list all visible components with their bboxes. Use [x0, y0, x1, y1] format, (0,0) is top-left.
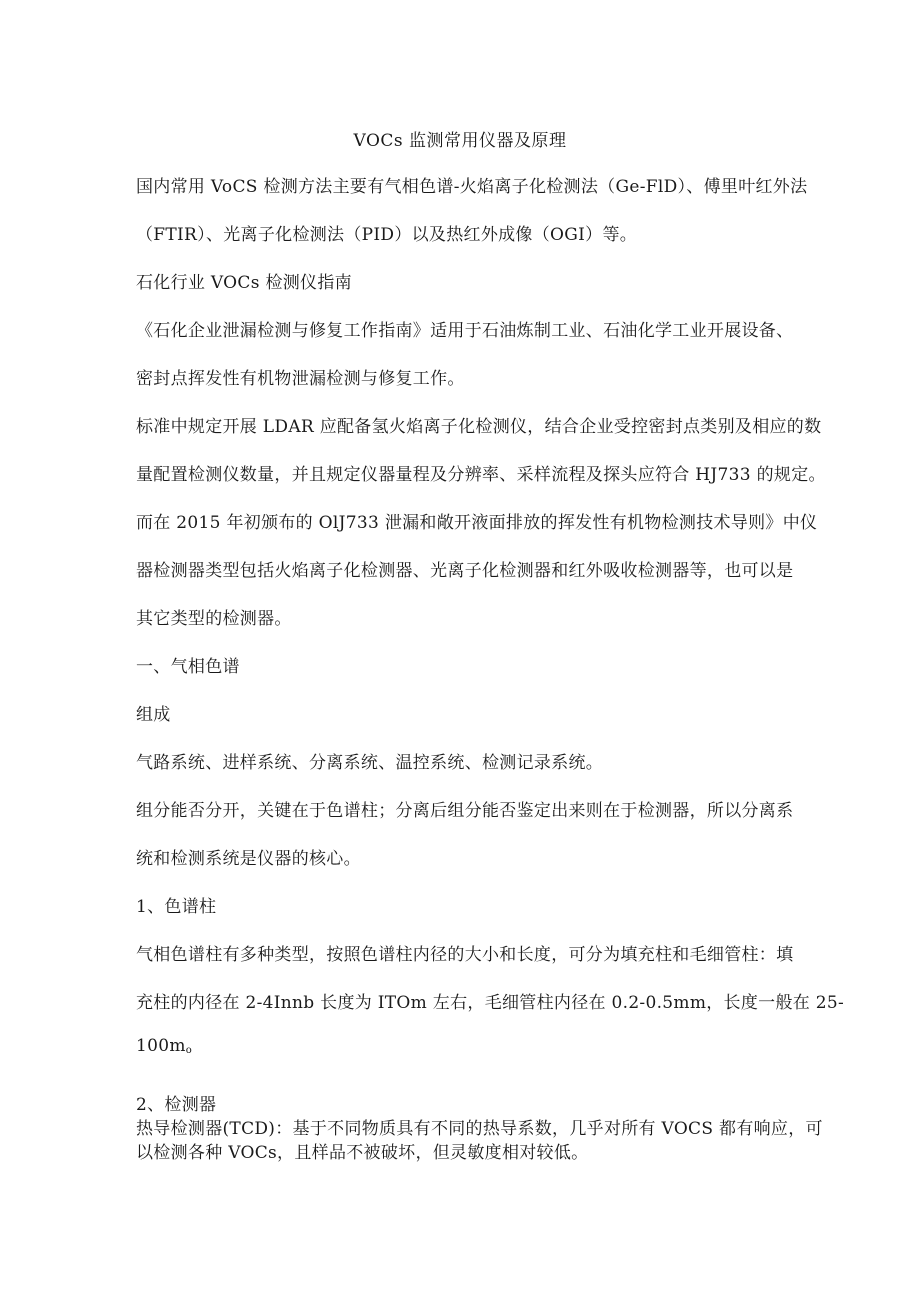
paragraph-line — [136, 1036, 192, 1056]
section-heading: 1、色谱柱 — [136, 897, 217, 917]
section-heading: 2、检测器 — [136, 1095, 217, 1115]
paragraph-line: 标准中规定开展 LDAR 应配备氢火焰离子化检测仪，结合企业受控密封点类别及相应的数 — [136, 417, 822, 437]
paragraph-line: 量配置检测仪数量，并且规定仪器量程及分辨率、采样流程及探头应符合 HJ733 的规定。 — [136, 465, 826, 485]
paragraph-line: 《石化企业泄漏检测与修复工作指南》适用于石油炼制工业、石油化学工业开展设备、 — [136, 321, 794, 341]
section-heading: 石化行业 VOCs 检测仪指南 — [136, 273, 352, 293]
paragraph-line: 热导检测器(TCD)：基于不同物质具有不同的热导系数，几乎对所有 VOCS 都有响应，可 — [136, 1119, 823, 1139]
paragraph-line: 充柱的内径在 2-4Innb 长度为 ITOm 左右，毛细管柱内径在 0.2-0.5mm，长度一般在 25- — [136, 993, 845, 1013]
paragraph-line: （FTIR）、光离子化检测法（PID）以及热红外成像（OGI）等。 — [136, 225, 638, 245]
section-heading: 一、气相色谱 — [136, 657, 240, 677]
paragraph-line: 以检测各种 VOCs，且样品不被破坏，但灵敏度相对较低。 — [136, 1143, 589, 1163]
document-title: VOCs 监测常用仪器及原理 — [353, 131, 567, 151]
paragraph-line: 气路系统、进样系统、分离系统、温控系统、检测记录系统。 — [136, 753, 604, 773]
paragraph-line: 气相色谱柱有多种类型，按照色谱柱内径的大小和长度，可分为填充柱和毛细管柱：填 — [136, 945, 794, 965]
section-heading: 组成 — [136, 705, 171, 725]
value-text: 100m — [136, 1036, 186, 1056]
paragraph-line: 而在 2015 年初颁布的 OlJ733 泄漏和敞开液面排放的挥发性有机物检测技术导则》中仪 — [136, 513, 818, 533]
paragraph-line: 器检测器类型包括火焰离子化检测器、光离子化检测器和红外吸收检测器等，也可以是 — [136, 561, 794, 581]
paragraph-line: 组分能否分开，关键在于色谱柱；分离后组分能否鉴定出来则在于检测器，所以分离系 — [136, 801, 794, 821]
paragraph-line: 国内常用 VoCS 检测方法主要有气相色谱-火焰离子化检测法（Ge-FlD）、傅里叶红外法 — [136, 177, 808, 197]
paragraph-line: 统和检测系统是仪器的核心。 — [136, 849, 361, 869]
paragraph-line: 其它类型的检测器。 — [136, 609, 292, 629]
value-subscript: o — [185, 1045, 193, 1056]
paragraph-line: 密封点挥发性有机物泄漏检测与修复工作。 — [136, 369, 465, 389]
